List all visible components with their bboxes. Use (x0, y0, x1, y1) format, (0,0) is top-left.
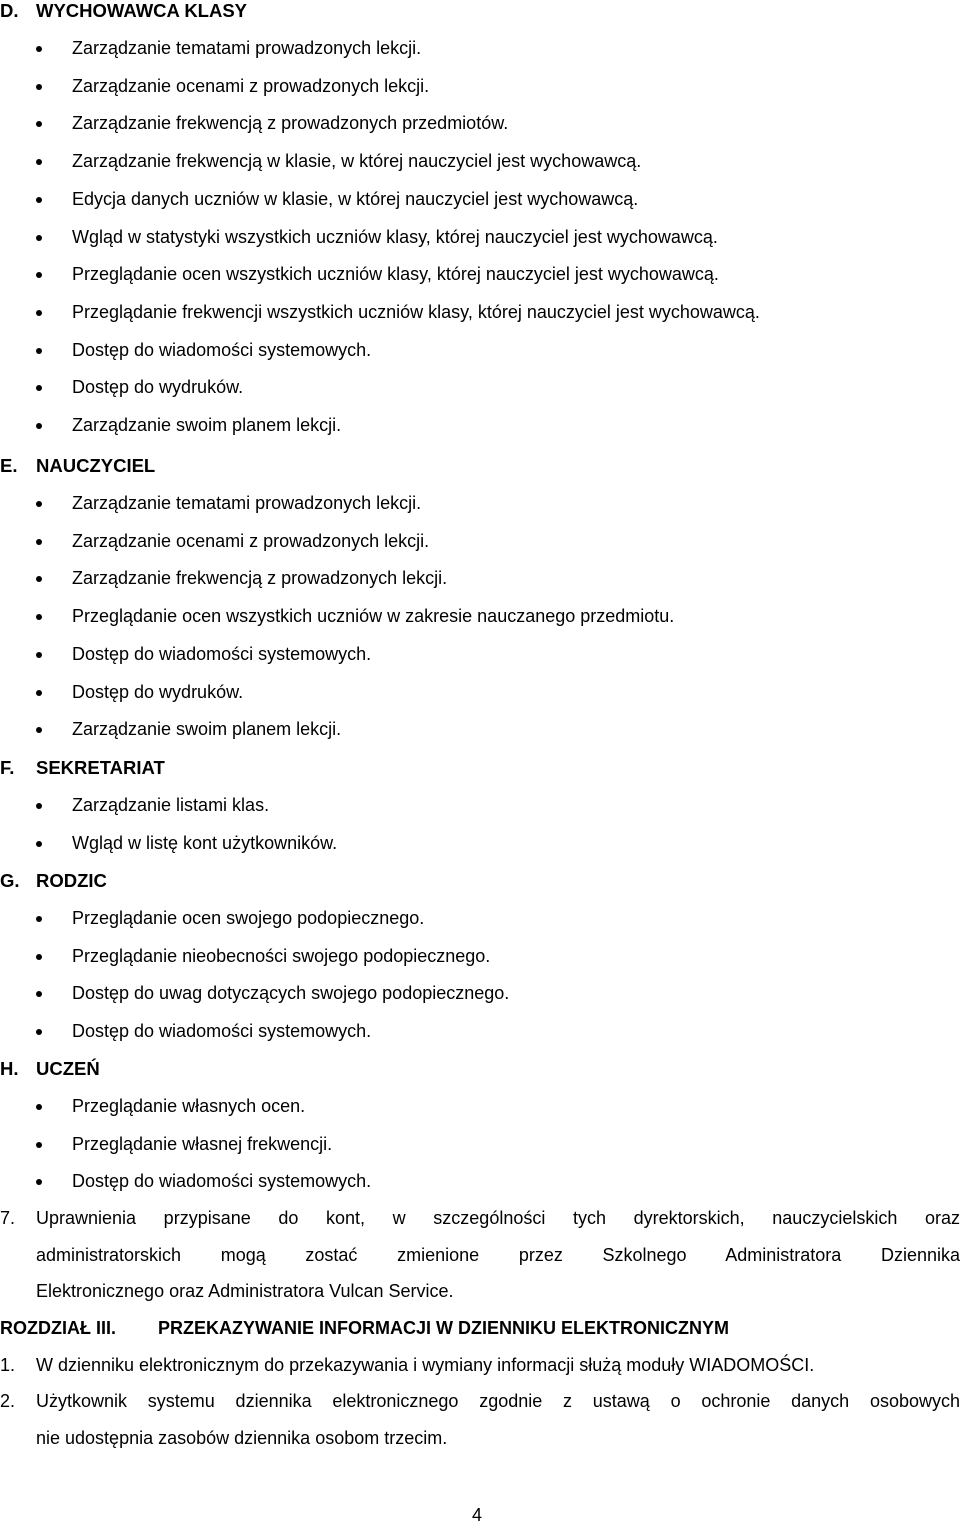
paragraph-number: 1. (0, 1355, 16, 1375)
numbered-paragraph (0, 1208, 960, 1318)
paragraph-number: 7. (0, 1208, 16, 1228)
section-title: NAUCZYCIEL (36, 455, 156, 476)
list-item-text: Dostęp do wydruków. (72, 681, 244, 702)
bullet-icon (36, 235, 42, 241)
chapter-title: PRZEKAZYWANIE INFORMACJI W DZIENNIKU ELEKTRONICZNYM (158, 1318, 729, 1338)
section-heading (0, 455, 155, 477)
bullet-icon (36, 803, 42, 809)
numbered-paragraph (0, 1355, 960, 1392)
list-item-text: Przeglądanie ocen swojego podopiecznego. (72, 908, 425, 928)
bullet-icon (36, 954, 42, 960)
bullet-icon (36, 348, 42, 354)
bullet-icon (36, 539, 42, 545)
section-letter: H. (0, 1058, 19, 1079)
bullet-icon (36, 916, 42, 922)
bullet-icon (36, 991, 42, 997)
bullet-icon (36, 310, 42, 316)
list-item-text: Zarządzanie frekwencją z prowadzonych przedmiotów. (72, 113, 509, 134)
bullet-icon (36, 423, 42, 429)
list-item-text: Zarządzanie ocenami z prowadzonych lekcji. (72, 530, 430, 551)
bullet-icon (36, 727, 42, 733)
list-item-text: Dostęp do wiadomości systemowych. (72, 339, 372, 360)
bullet-icon (36, 652, 42, 658)
numbered-paragraph (0, 1391, 960, 1465)
section-heading (0, 870, 107, 892)
bullet-icon (36, 121, 42, 127)
section-letter: G. (0, 870, 20, 891)
bullet-icon (36, 385, 42, 391)
list-item-text: Dostęp do wydruków. (72, 377, 244, 398)
paragraph-line: Użytkownik systemu dziennika elektronicznego zgodnie z ustawą o ochronie danych osobowych (36, 1391, 960, 1411)
section-title: RODZIC (36, 870, 107, 891)
section-title: SEKRETARIAT (36, 757, 165, 778)
list-item-text: Przeglądanie własnej frekwencji. (72, 1133, 333, 1154)
paragraph-line: W dzienniku elektronicznym do przekazywania i wymiany informacji służą moduły WIADOMOŚCI. (36, 1355, 815, 1375)
section-title: UCZEŃ (36, 1058, 100, 1079)
bullet-icon (36, 614, 42, 620)
bullet-icon (36, 576, 42, 582)
list-item-text: Przeglądanie ocen wszystkich uczniów klasy, której nauczyciel jest wychowawcą. (72, 264, 719, 285)
bullet-icon (36, 841, 42, 847)
list-item-text: Przeglądanie własnych ocen. (72, 1096, 306, 1116)
section-letter: E. (0, 455, 18, 476)
paragraph-line: Uprawnienia przypisane do kont, w szczególności tych dyrektorskich, nauczycielskich oraz (36, 1208, 960, 1228)
list-item-text: Zarządzanie listami klas. (72, 795, 270, 815)
section-heading (0, 0, 247, 22)
list-item-text: Dostęp do wiadomości systemowych. (72, 1021, 372, 1042)
bullet-icon (36, 84, 42, 90)
paragraph-line: Elektronicznego oraz Administratora Vulcan Service. (36, 1281, 454, 1301)
chapter-heading (0, 1318, 729, 1339)
page-number: 4 (472, 1505, 483, 1525)
bullet-icon (36, 197, 42, 203)
list-item-text: Zarządzanie frekwencją z prowadzonych lekcji. (72, 568, 448, 589)
bullet-icon (36, 1142, 42, 1148)
bullet-icon (36, 1029, 42, 1035)
list-item-text: Zarządzanie swoim planem lekcji. (72, 719, 342, 740)
paragraph-number: 2. (0, 1391, 16, 1411)
bullet-icon (36, 159, 42, 165)
bullet-icon (36, 272, 42, 278)
section-letter: F. (0, 757, 15, 778)
list-item-text: Zarządzanie swoim planem lekcji. (72, 415, 342, 435)
section-heading (0, 1058, 100, 1080)
list-item-text: Zarządzanie tematami prowadzonych lekcji. (72, 493, 422, 513)
bullet-icon (36, 46, 42, 52)
paragraph-line: nie udostępnia zasobów dziennika osobom trzecim. (36, 1428, 448, 1448)
list-item-text: Przeglądanie frekwencji wszystkich uczniów klasy, której nauczyciel jest wychowawcą. (72, 301, 760, 322)
list-item-text: Zarządzanie frekwencją w klasie, w której nauczyciel jest wychowawcą. (72, 151, 642, 172)
section-title: WYCHOWAWCA KLASY (36, 0, 248, 21)
list-item-text: Przeglądanie nieobecności swojego podopiecznego. (72, 945, 491, 966)
list-item-text: Zarządzanie tematami prowadzonych lekcji. (72, 38, 422, 58)
chapter-label: ROZDZIAŁ III. (0, 1318, 116, 1338)
bullet-icon (36, 1179, 42, 1185)
list-item-text: Dostęp do wiadomości systemowych. (72, 643, 372, 664)
list-item-text: Wgląd w statystyki wszystkich uczniów klasy, której nauczyciel jest wychowawcą. (72, 226, 718, 247)
paragraph-line: administratorskich mogą zostać zmienione przez Szkolnego Administratora Dziennika (36, 1244, 960, 1265)
section-heading (0, 757, 165, 779)
list-item-text: Przeglądanie ocen wszystkich uczniów w zakresie nauczanego przedmiotu. (72, 606, 675, 627)
bullet-icon (36, 690, 42, 696)
list-item-text: Wgląd w listę kont użytkowników. (72, 832, 338, 853)
list-item-text: Zarządzanie ocenami z prowadzonych lekcji. (72, 75, 430, 96)
section-letter: D. (0, 0, 19, 21)
bullet-icon (36, 501, 42, 507)
list-item-text: Edycja danych uczniów w klasie, w której nauczyciel jest wychowawcą. (72, 188, 639, 209)
list-item-text: Dostęp do wiadomości systemowych. (72, 1171, 372, 1192)
bullet-icon (36, 1104, 42, 1110)
list-item-text: Dostęp do uwag dotyczących swojego podopiecznego. (72, 983, 510, 1004)
